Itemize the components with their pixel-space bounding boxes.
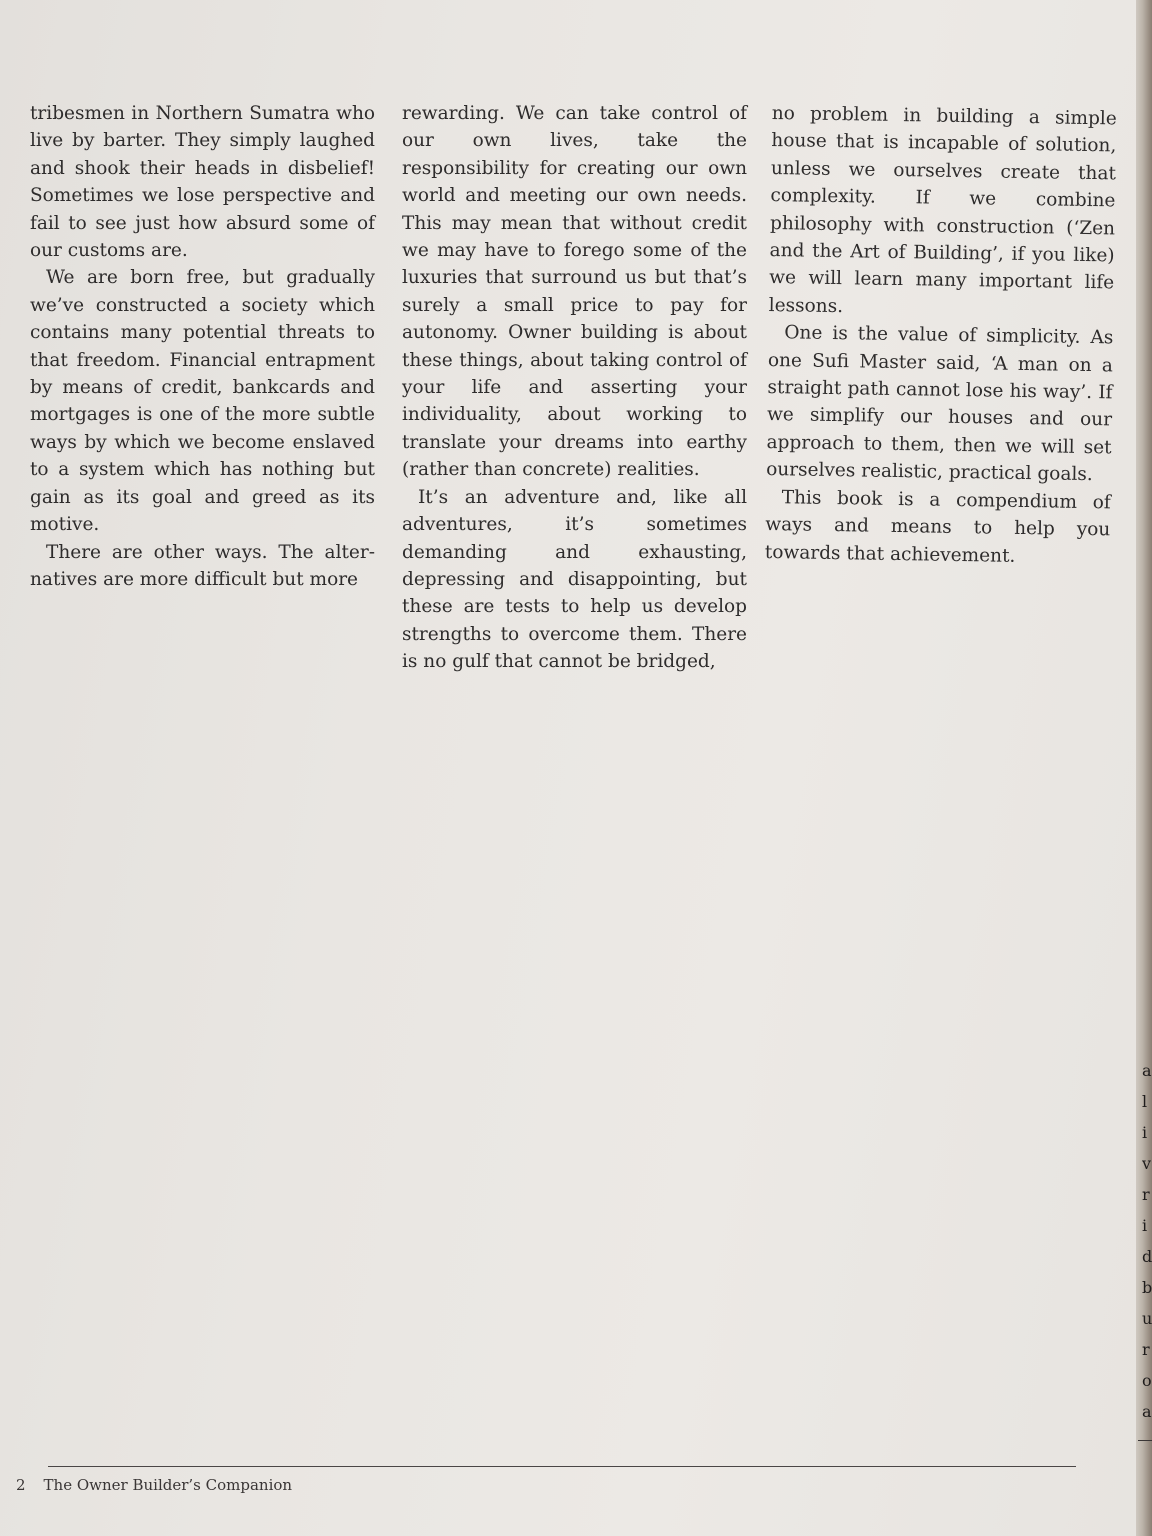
paragraph: This book is a compendium of ways and means to help you towards that achievement. — [764, 486, 1111, 567]
page-number: 2 — [16, 1476, 26, 1494]
page-footer — [16, 1476, 292, 1494]
letter: d — [1142, 1247, 1152, 1266]
paragraph: There are other ways. The alternatives are more difficult but more — [30, 541, 375, 590]
letter: a — [1142, 1402, 1152, 1421]
letter: a — [1142, 1061, 1152, 1080]
letter: i — [1142, 1216, 1148, 1235]
text-column-3 — [765, 100, 1117, 571]
letter: o — [1142, 1371, 1152, 1390]
paragraph: no problem in building a simple house that is incapable of solution, unless we ourselves create that complexity. If we combine philosophy with construction (‘Zen and the Art of Building’, if you like) we will learn many important life lessons. — [768, 102, 1117, 317]
paragraph: tribesmen in Northern Sumatra who live by barter. They simply laughed and shook their heads in disbelief! Sometimes we lose perspective and fail to see just how absurd some of our customs are. — [30, 103, 375, 262]
letter: b — [1142, 1278, 1152, 1297]
letter: r — [1142, 1340, 1150, 1359]
paragraph: It’s an adventure and, like all adventures, it’s sometimes demanding and exhausting, depressing and disappointing, but these are tests to help us develop strengths to overcome them. There is no gulf that cannot be bridged, — [402, 486, 747, 673]
paragraph: rewarding. We can take control of our own lives, take the responsibility for creating our own world and meeting our own needs. This may mean that without credit we may have to forego some of the luxuries that surround us but that’s surely a small price to pay for autonomy. Owner building is about these things, about taking control of your life and asserting your individuality, about working to translate your dreams into earthy (rather than concrete) realities. — [402, 103, 747, 481]
text-column-1 — [30, 100, 375, 593]
letter: v — [1142, 1154, 1152, 1173]
paragraph: We are born free, but gradually we’ve constructed a society which contains many potential threats to that freedom. Financial entrapment by means of credit, bankcards and mortgages is one of the more subtle ways by which we become enslaved to a system which has nothing but gain as its goal and greed as its motive. — [30, 267, 375, 536]
next-page-rule — [1138, 1440, 1152, 1441]
book-title: The Owner Builder’s Companion — [43, 1476, 293, 1494]
footer-rule — [48, 1466, 1076, 1467]
letter: u — [1142, 1309, 1152, 1328]
letter: i — [1142, 1123, 1148, 1142]
letter: r — [1142, 1185, 1150, 1204]
text-column-2 — [402, 100, 747, 676]
paragraph: One is the value of simplicity. As one Sufi Master said, ‘A man on a straight path cannot lose his way’. If we simplify our houses and our approach to them, then we will set ourselves realistic, practical goals. — [766, 322, 1114, 486]
letter: l — [1142, 1092, 1148, 1111]
next-page-text-fragment — [1142, 1055, 1152, 1427]
